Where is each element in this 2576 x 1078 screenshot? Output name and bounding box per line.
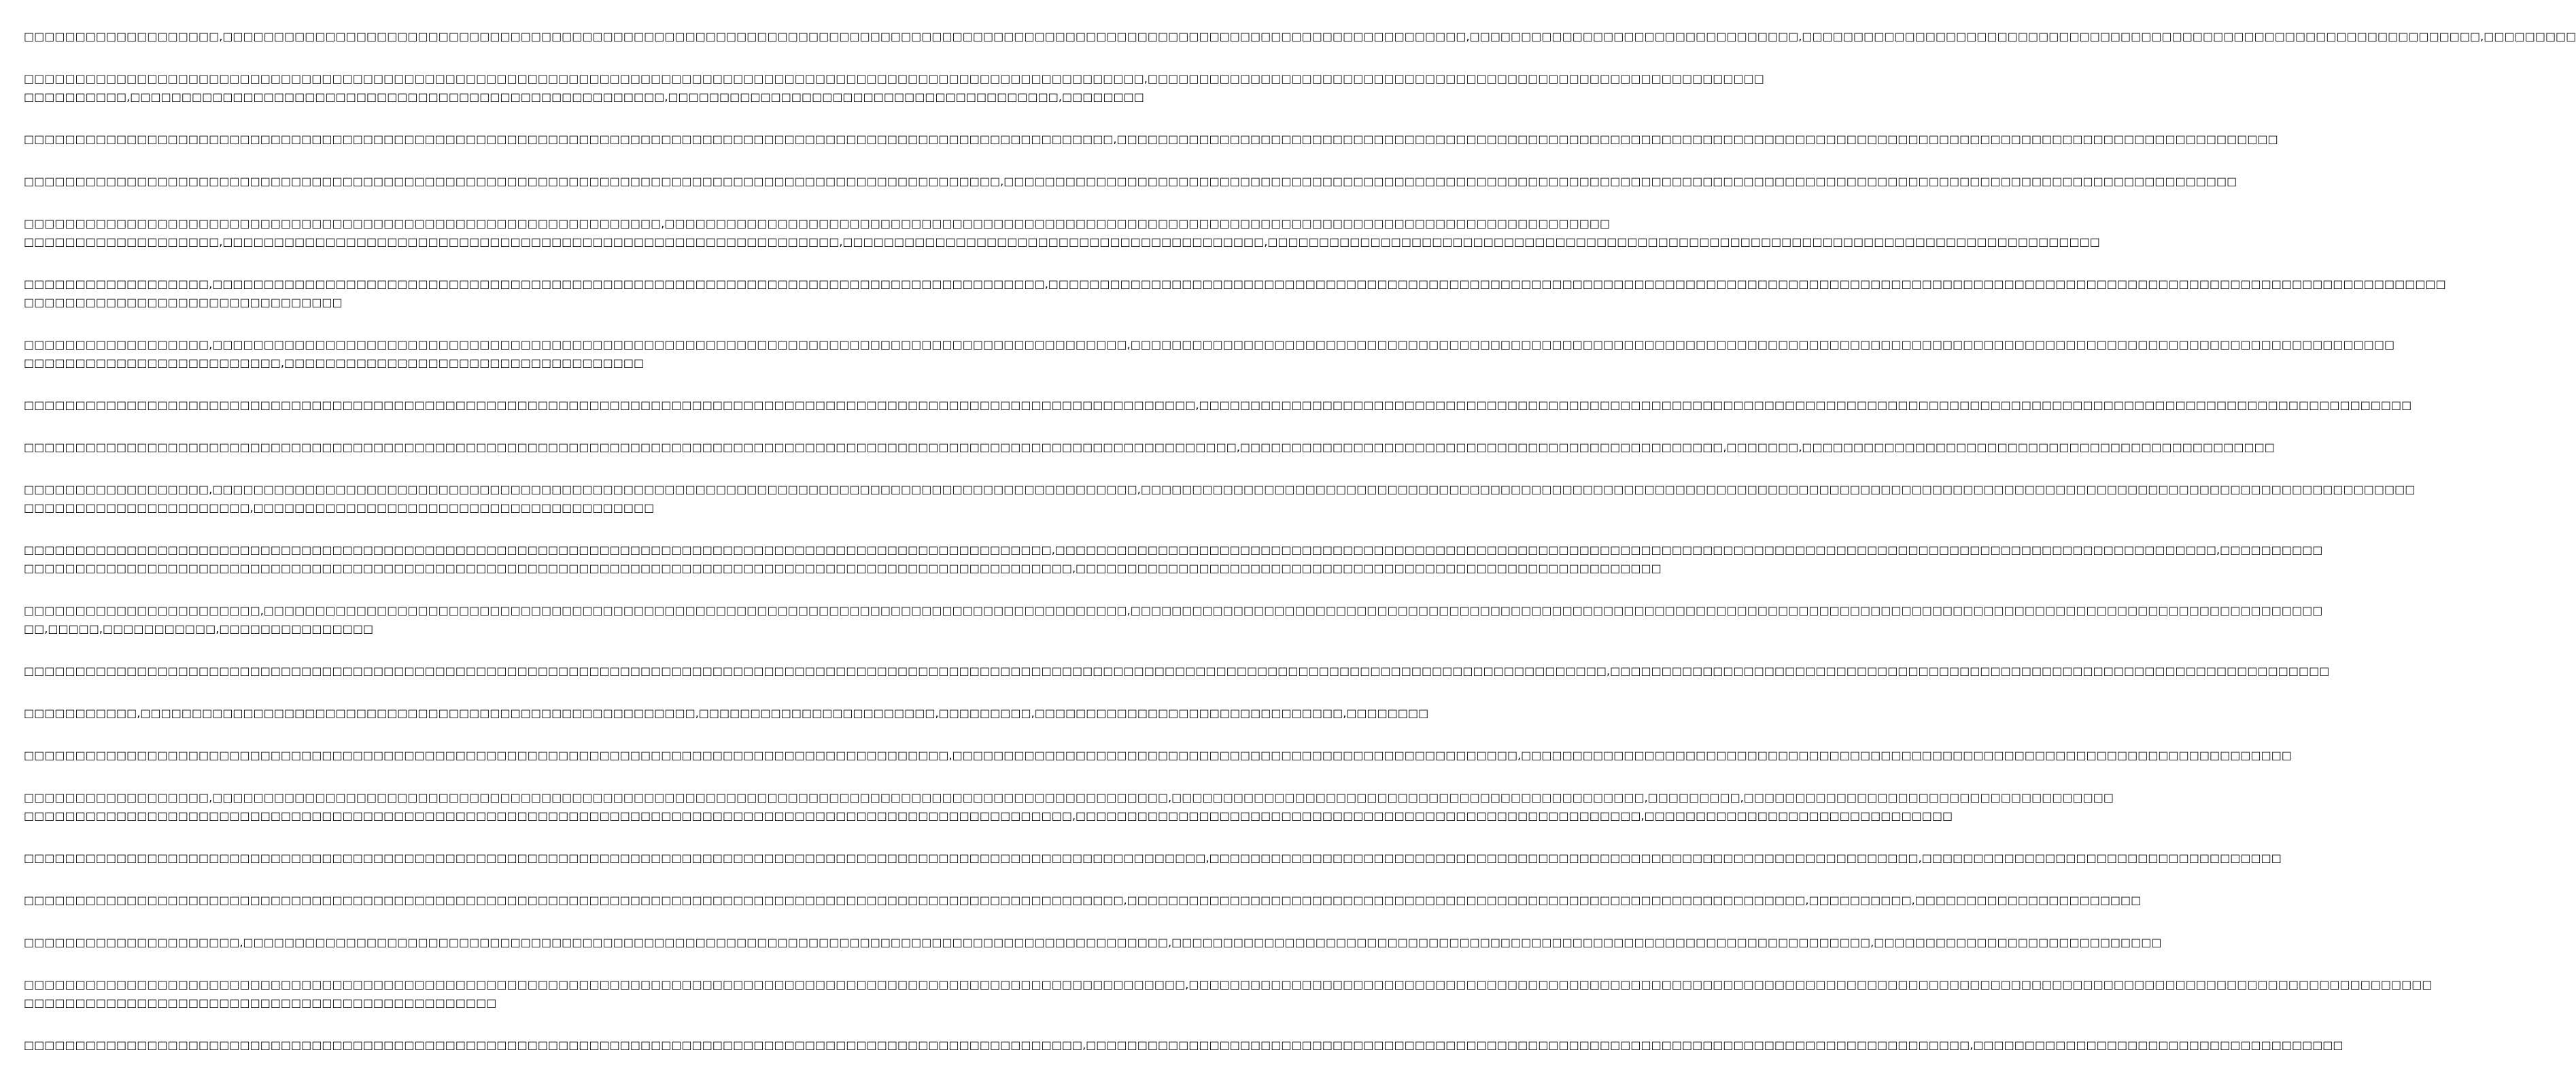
paragraph	[24, 1036, 2343, 1054]
paragraph	[24, 601, 2323, 638]
paragraph	[24, 662, 2330, 680]
text-line: □□□□□□□□□□□□□□□□□□□□□□□□□□□□□□□□□□□□□□□□□□□□□□□□□□□□□□□□□□□□□□□□□□□□□□□□□□□□□□□□□□□□□□□□□□□□□□□□□□□□□□□□□□□□□,□□□□□□□□□□□□□□□□□□□□□□□□□□□□□□□□□□□□□□□□□□□□□□□□□□□□□□□□□□□□	[24, 72, 1764, 85]
text-line: □□□□□□□□□□□□□□□□□□□□□□□□□□□□□□□□□□□□□□□□□□□□□□□□□□□□□□□□□□□□□□□□□□□□□□□□□□□□□□□□□□□□□□□□□□□□□□□□□□□□□□□□□□□□□□□□□,□□□□□□□□□□□□□□□□□□□□□□□□□□□□□□□□□□□□□□□□□□□□□□□□□□□□□□□□□□□□□□□□□□□□□□□□□□□□□□□□□□□□□□□□□□□□□□□□□□□□□□□□□□□□□□□□□□□□□□□□□	[24, 978, 2433, 991]
text-line: □□□□□□□□□□□□□□□□□□□□□□□□□□□□□□□□□□□□□□□□□□□□□□□□□□□□□□□□□□□□□□□□□□□□□□□□□□□□□□□□□□□□□□□□□□□□□□□,□□□□□□□□□□□□□□□□□□□□□□□□□□□□□□□□□□□□□□□□□□□□□□□□□□□□□□□□□□□□□□□□□□□□□□□□□□□□□□□□□□□□□□□□□□□□□□□□□□□□□□□□□□□□□□□□□□□□□□□□	[24, 175, 2237, 188]
text-line: □□□□□□□□□□□□□□□□□□□□□□□□□□□□□□□□□□□□□□□□□□□□□□□□□□□□□□□□□□□□□□□□□□□□□□□□□□□□□□□□□□□□□□□□□□□□□□□□□□□□□□□□□□□□□□□□□□□□□□,□□□□□□□□□□□□□□□□□□□□□□□□□□□□□□□□□□□□□□□□□□□□□□□,□□□□□□□,□□□□□□□□□□□□□□□□□□□□□□□□□□□□□□□□□□□□□□□□□□□□□□	[24, 441, 2275, 454]
paragraph	[24, 335, 2395, 372]
paragraph	[24, 891, 2142, 909]
paragraph	[24, 438, 2275, 456]
text-line: □□□□□□□□□□□□□□□□□□□□□□□□□□□□□□□□□□□□□□□□□□□□□□□□□□□□□□□□□□□□□□□□□□□□□□□□□□□□□□□□□□□□□□□□□□□□□□□□□□□□,□□□□□□□□□□□□□□□□□□□□□□□□□□□□□□□□□□□□□□□□□□□□□□□□□□□□□□□□□□□□□□□□□□□□□□□□□□□□□□□□□□□□□□□□□□□□□□□□□□□□□□□□□□□□□□□□□,□□□□□□□□□□	[24, 543, 2323, 556]
paragraph	[24, 480, 2416, 517]
paragraph	[24, 849, 2282, 867]
paragraph	[24, 396, 2412, 414]
text-line: □□□□□□□□□□□□□□□□□□□□□□□□□□□□□□□□□□□□□□□□□□□□□□□□□□□□□□□□□□□□□□,□□□□□□□□□□□□□□□□□□□□□□□□□□□□□□□□□□□□□□□□□□□□□□□□□□□□□□□□□□□□□□□□□□□□□□□□□□□□□□□□□□□□□□□□□□□□	[24, 217, 1611, 230]
text-line: □□□□□□□□□□□□□□□□□□,□□□□□□□□□□□□□□□□□□□□□□□□□□□□□□□□□□□□□□□□□□□□□□□□□□□□□□□□□□□□□□□□□□□□□□□□□□□□□□□□□,□□□□□□□□□□□□□□□□□□□□□□□□□□□□□□□□□□□□□□□□□□□□□□□□□□□□□□□□□□□□□□□□□□□□□□□□□□□□□□□□□□□□□□□□□□□□□□□□□□□□□□□□□□□□□□□□□□□□□□□□□□□□□□□□□□□□□□□□	[24, 277, 2446, 290]
text-line: □□□□□□□□□□,□□□□□□□□□□□□□□□□□□□□□□□□□□□□□□□□□□□□□□□□□□□□□□□□□□□□,□□□□□□□□□□□□□□□□□□□□□□□□□□□□□□□□□□□□□□,□□□□□□□□	[24, 90, 1144, 103]
text-line: □□□□□□□□□□□□□□□□□□,□□□□□□□□□□□□□□□□□□□□□□□□□□□□□□□□□□□□□□□□□□□□□□□□□□□□□□□□□□□□□□□□□□□□□□□□□□□□□□□□□□□□□□□□□□□□□,□□□□□□□□□□□□□□□□□□□□□□□□□□□□□□□□□□□□□□□□□□□□□□,□□□□□□□□□,□□□□□□□□□□□□□□□□□□□□□□□□□□□□□□□□□□□□	[24, 791, 2114, 804]
text-line: □□□□□□□□□□□□□□□□□□,□□□□□□□□□□□□□□□□□□□□□□□□□□□□□□□□□□□□□□□□□□□□□□□□□□□□□□□□□□□□□□□□□□□□□□□□□□□□□□□□□□□□□□□□□,□□□□□□□□□□□□□□□□□□□□□□□□□□□□□□□□□□□□□□□□□□□□□□□□□□□□□□□□□□□□□□□□□□□□□□□□□□□□□□□□□□□□□□□□□□□□□□□□□□□□□□□□□□□□□□□□□□□□□□□□□□□	[24, 338, 2395, 351]
paragraph	[24, 746, 2292, 764]
text-line: □□□□□□□□□□□□□□□□□□□□□□□□□□□□□□□□□□□□□□□□□□□□□□	[24, 996, 497, 1009]
text-line: □□□□□□□□□□□□□□□□□□□□□□□□□□□□□□□□□□□□□□□□□□□□□□□□□□□□□□□□□□□□□□□□□□□□□□□□□□□□□□□□□□□□□□□□□□□□□□□□□□□□□□□,□□□□□□□□□□□□□□□□□□□□□□□□□□□□□□□□□□□□□□□□□□□□□□□□□□□□□□□□□□□□□□□□□□□□□□□□□□□□□□□□□□□□□□,□□□□□□□□□□□□□□□□□□□□□□□□□□□□□□□□□□□□	[24, 1039, 2343, 1051]
paragraph	[24, 975, 2433, 1012]
paragraph	[24, 69, 1764, 106]
text-line: □□□□□□□□□□□□□□□□□□□□□□□□□□□□□□□□□□□□□□□□□□□□□□□□□□□□□□□□□□□□□□□□□□□□□□□□□□□□□□□□□□□□□□□□□□□□□□□□□□□□□□□□□□□□□□□□□□□,□□□□□□□□□□□□□□□□□□□□□□□□□□□□□□□□□□□□□□□□□□□□□□□□□□□□□□□□□□□□□□□□□□□□□,□□□□□□□□□□□□□□□□□□□□□□□□□□□□□□□□□□□	[24, 852, 2282, 864]
text-line: □□□□□□□□□□□□□□□□□□□□□□□□□□□□□□□□□□□□□□□□□□□□□□□□□□□□□□□□□□□□□□□□□□□□□□□□□□□□□□□□□□□□□□□□□□□□□□□□□□□□□□□□□□□□□□□□□□□□□□□□□□□□□□□□□□□□□□□□□□□□□□□□□□□□□□□□□□,□□□□□□□□□□□□□□□□□□□□□□□□□□□□□□□□□□□□□□□□□□□□□□□□□□□□□□□□□□□□□□□□□□□□□□	[24, 664, 2330, 677]
text-line: □□□□□□□□□□□□□□□□□□□□□□□□□,□□□□□□□□□□□□□□□□□□□□□□□□□□□□□□□□□□□	[24, 356, 645, 369]
text-line: □□□□□□□□□□□□□□□□□□□□□□□□□□□□□□□□□□□□□□□□□□□□□□□□□□□□□□□□□□□□□□□□□□□□□□□□□□□□□□□□□□□□□□□□□□□□□□□□□□□□□□□□□□□,□□□□□□□□□□□□□□□□□□□□□□□□□□□□□□□□□□□□□□□□□□□□□□□□□□□□□□□□□□□□□□□□□□,□□□□□□□□□□,□□□□□□□□□□□□□□□□□□□□□□	[24, 894, 2142, 907]
paragraph	[24, 275, 2446, 311]
paragraph	[24, 541, 2323, 577]
paragraph	[24, 27, 2576, 46]
text-line: □□□□□□□□□□□□□□□□□□□□□□□,□□□□□□□□□□□□□□□□□□□□□□□□□□□□□□□□□□□□□□□□□□□□□□□□□□□□□□□□□□□□□□□□□□□□□□□□□□□□□□□□□□□□,□□□□□□□□□□□□□□□□□□□□□□□□□□□□□□□□□□□□□□□□□□□□□□□□□□□□□□□□□□□□□□□□□□□□□□□□□□□□□□□□□□□□□□□□□□□□□□□□□□□□□□□□□□□□□□□□□□□□	[24, 604, 2323, 617]
paragraph	[24, 933, 2162, 951]
paragraph	[24, 172, 2237, 190]
text-line: □□□□□□□□□□□□□□□□□□□□□□□□□□□□□□□□□□□□□□□□□□□□□□□□□□□□□□□□□□□□□□□□□□□□□□□□□□□□□□□□□□□□□□□□□□□□□□□□□□□□□□□□□□,□□□□□□□□□□□□□□□□□□□□□□□□□□□□□□□□□□□□□□□□□□□□□□□□□□□□□□□□□□□□□□□□□□□□□□□□□□□□□□□□□□□□□□□□□□□□□□□□□□□□□□□□□□□□□□□□□	[24, 133, 2278, 146]
text-line: □□□□□□□□□□□□□□□□□□□,□□□□□□□□□□□□□□□□□□□□□□□□□□□□□□□□□□□□□□□□□□□□□□□□□□□□□□□□□□□□,□□□□□□□□□□□□□□□□□□□□□□□□□□□□□□□□□□□□□□□□□,□□□□□□□□□□□□□□□□□□□□□□□□□□□□□□□□□□□□□□□□□□□□□□□□□□□□□□□□□□□□□□□□□□□□□□□□□□□□□□□□□	[24, 235, 2100, 248]
document-body	[24, 27, 2576, 1078]
text-line: □□□□□□□□□□□□□□□□□□,□□□□□□□□□□□□□□□□□□□□□□□□□□□□□□□□□□□□□□□□□□□□□□□□□□□□□□□□□□□□□□□□□□□□□□□□□□□□□□□□□□□□□□□□□□,□□□□□□□□□□□□□□□□□□□□□□□□□□□□□□□□□□□□□□□□□□□□□□□□□□□□□□□□□□□□□□□□□□□□□□□□□□□□□□□□□□□□□□□□□□□□□□□□□□□□□□□□□□□□□□□□□□□□□□□□□□□□	[24, 483, 2416, 496]
text-line: □□□□□□□□□□□□□□□□□□□,□□□□□□□□□□□□□□□□□□□□□□□□□□□□□□□□□□□□□□□□□□□□□□□□□□□□□□□□□□□□□□□□□□□□□□□□□□□□□□□□□□□□□□□□□□□□□□□□□□□□□□□□□□□□□□□□□□□□□□□□□,□□□□□□□□□□□□□□□□□□□□□□□□□□□□□□□□,□□□□□□□□□□□□□□□□□□□□□□□□□□□□□□□□□□□□□□□□□□□□□□□□□□□□□□□□□□□□□□□□□□,□□□□□□□□□	[24, 30, 2576, 43]
paragraph	[24, 214, 2100, 251]
text-line: □□□□□□□□□□□□□□□□□□□□□□□□□□□□□□□	[24, 296, 343, 309]
text-line: □□□□□□□□□□□□□□□□□□□□□□,□□□□□□□□□□□□□□□□□□□□□□□□□□□□□□□□□□□□□□□	[24, 501, 655, 514]
text-line: □□□□□□□□□□□□□□□□□□□□□,□□□□□□□□□□□□□□□□□□□□□□□□□□□□□□□□□□□□□□□□□□□□□□□□□□□□□□□□□□□□□□□□□□□□□□□□□□□□□□□□□□□□□□□□□□,□□□□□□□□□□□□□□□□□□□□□□□□□□□□□□□□□□□□□□□□□□□□□□□□□□□□□□□□□□□□□□□□□□□□,□□□□□□□□□□□□□□□□□□□□□□□□□□□□	[24, 936, 2162, 949]
paragraph	[24, 130, 2278, 148]
paragraph	[24, 788, 2114, 825]
paragraph	[24, 704, 1429, 722]
text-line: □□□□□□□□□□□□□□□□□□□□□□□□□□□□□□□□□□□□□□□□□□□□□□□□□□□□□□□□□□□□□□□□□□□□□□□□□□□□□□□□□□□□□□□□□□□□□□□□□□□□□□□□□□□□□□□□□□,□□□□□□□□□□□□□□□□□□□□□□□□□□□□□□□□□□□□□□□□□□□□□□□□□□□□□□□□□□□□□□□□□□□□□□□□□□□□□□□□□□□□□□□□□□□□□□□□□□□□□□□□□□□□□□□□□□□□□□	[24, 399, 2412, 411]
text-line: □□□□□□□□□□□□□□□□□□□□□□□□□□□□□□□□□□□□□□□□□□□□□□□□□□□□□□□□□□□□□□□□□□□□□□□□□□□□□□□□□□□□□□□□□□□□□□□□□□□□□□,□□□□□□□□□□□□□□□□□□□□□□□□□□□□□□□□□□□□□□□□□□□□□□□□□□□□□□□,□□□□□□□□□□□□□□□□□□□□□□□□□□□□□□	[24, 809, 1953, 822]
text-line: □□,□□□□□,□□□□□□□□□□□,□□□□□□□□□□□□□□□	[24, 622, 374, 635]
text-line: □□□□□□□□□□□□□□□□□□□□□□□□□□□□□□□□□□□□□□□□□□□□□□□□□□□□□□□□□□□□□□□□□□□□□□□□□□□□□□□□□□□□□□□□□□□□□□□□□□□□□□,□□□□□□□□□□□□□□□□□□□□□□□□□□□□□□□□□□□□□□□□□□□□□□□□□□□□□□□□□	[24, 562, 1662, 575]
text-line: □□□□□□□□□□□□□□□□□□□□□□□□□□□□□□□□□□□□□□□□□□□□□□□□□□□□□□□□□□□□□□□□□□□□□□□□□□□□□□□□□□□□□□□□□□,□□□□□□□□□□□□□□□□□□□□□□□□□□□□□□□□□□□□□□□□□□□□□□□□□□□□□□□,□□□□□□□□□□□□□□□□□□□□□□□□□□□□□□□□□□□□□□□□□□□□□□□□□□□□□□□□□□□□□□□□□□□□□□□□□□□	[24, 749, 2292, 762]
text-line: □□□□□□□□□□□,□□□□□□□□□□□□□□□□□□□□□□□□□□□□□□□□□□□□□□□□□□□□□□□□□□□□□□,□□□□□□□□□□□□□□□□□□□□□□□,□□□□□□□□□,□□□□□□□□□□□□□□□□□□□□□□□□□□□□□□,□□□□□□□□	[24, 707, 1429, 720]
